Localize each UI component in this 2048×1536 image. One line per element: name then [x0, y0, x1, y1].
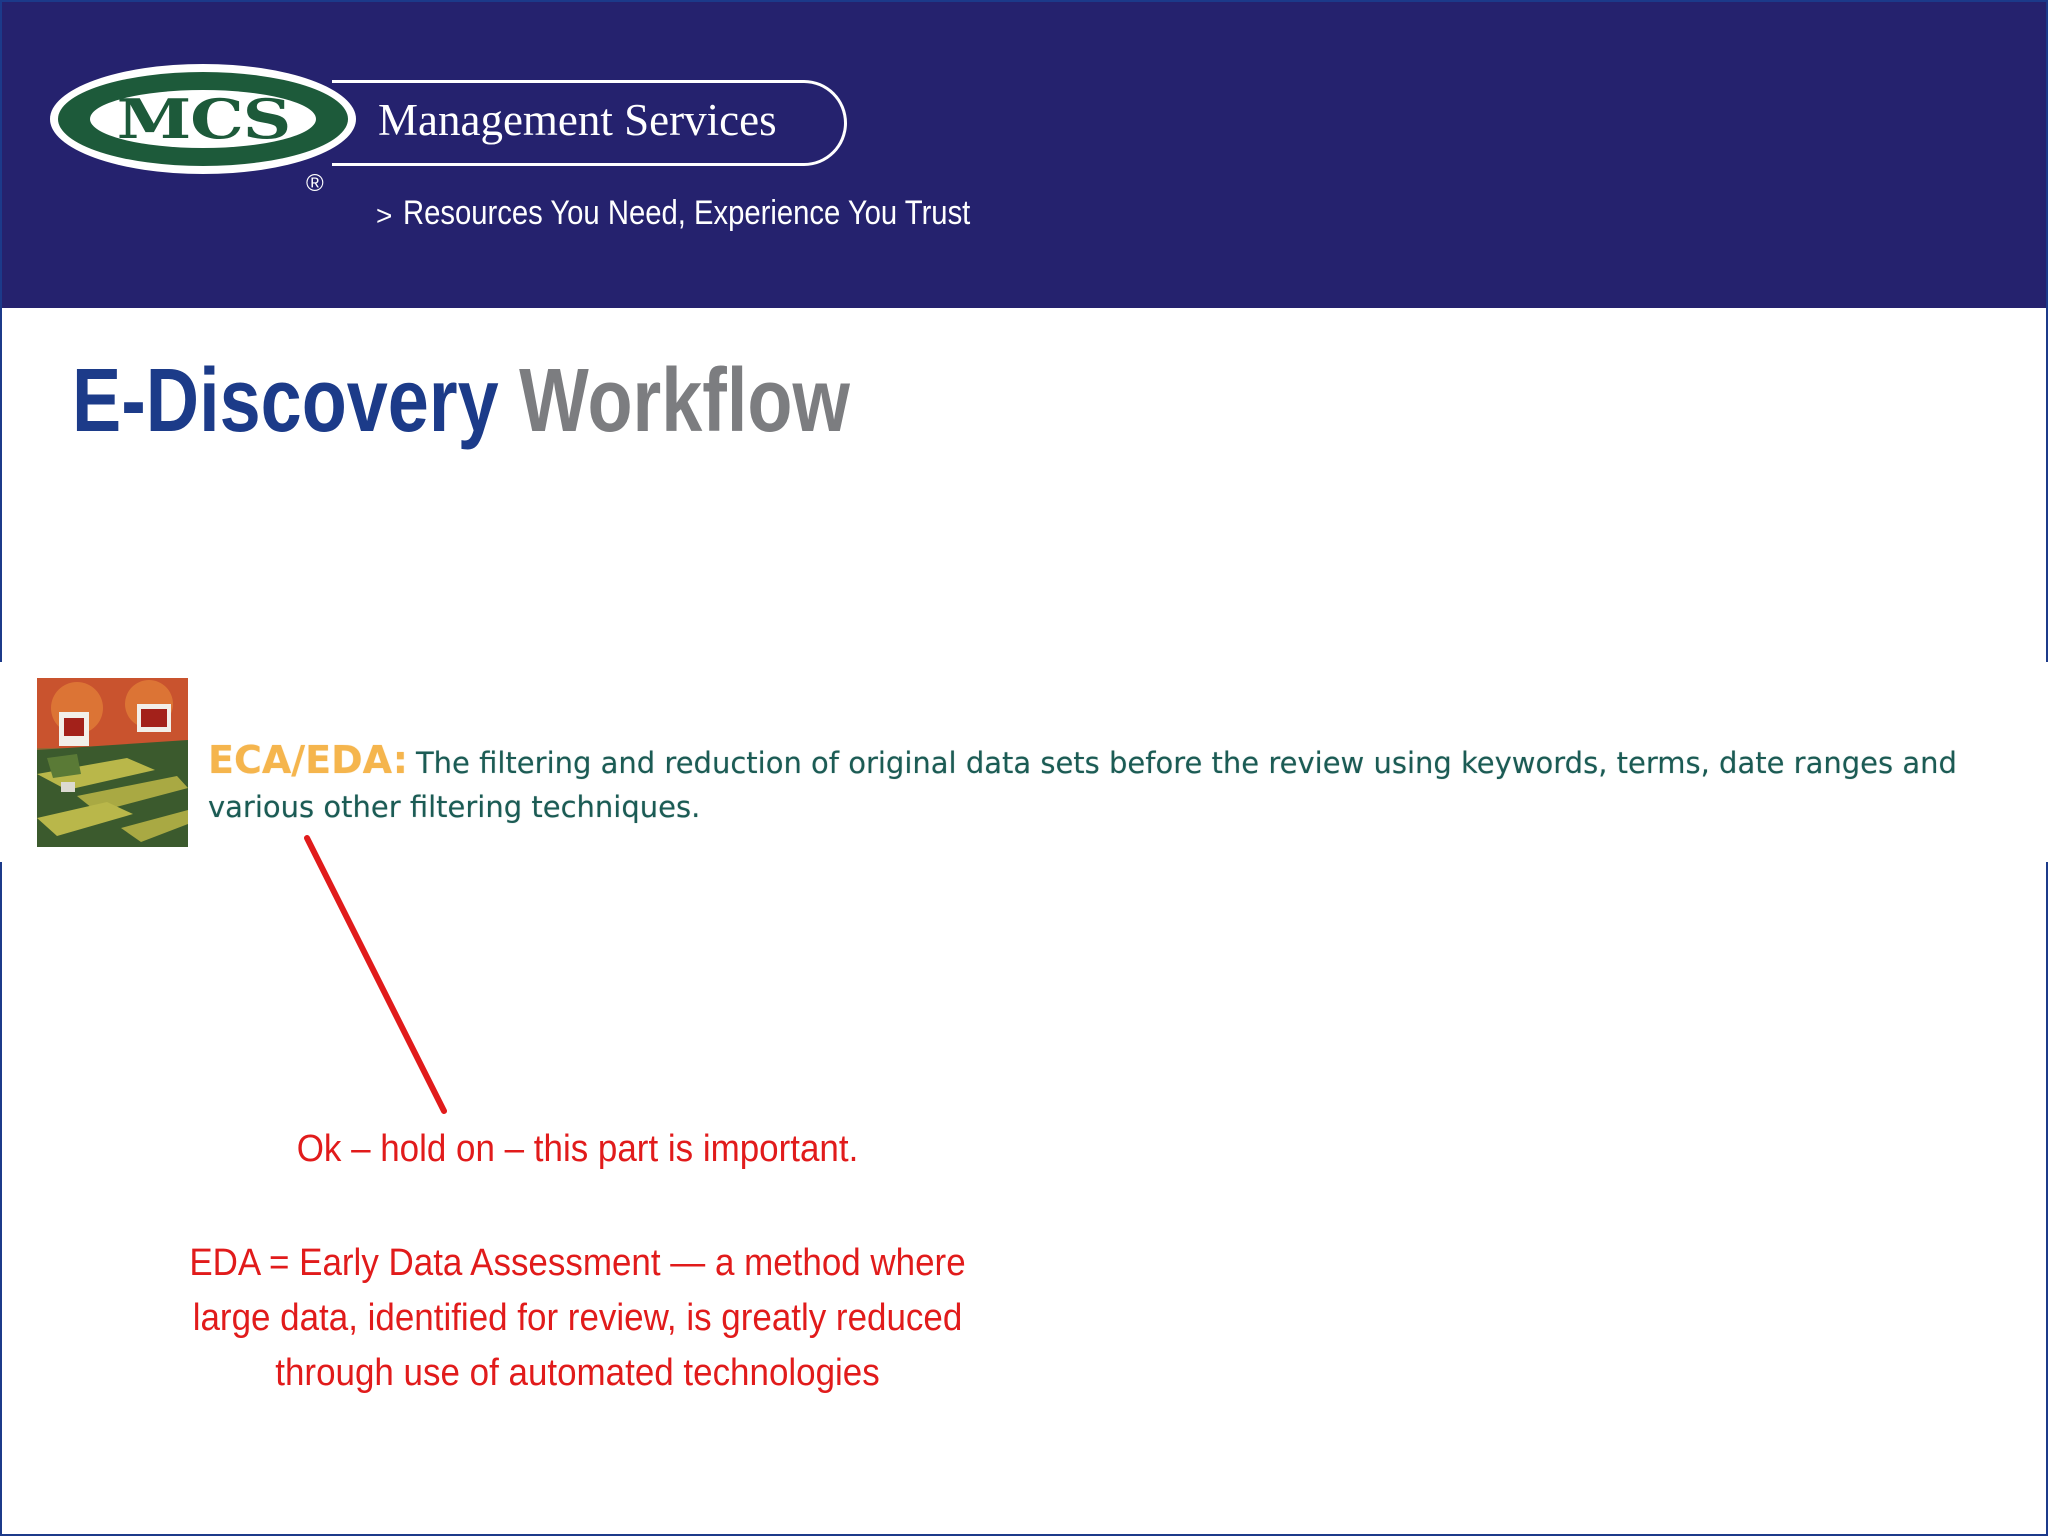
title-part-1: E-Discovery	[72, 351, 499, 451]
eda-description: The filtering and reduction of original data sets before the review using keywords, terms, date ranges and various other filtering techniques.	[208, 746, 1957, 824]
logo-mark: MCS	[116, 87, 290, 151]
logo-name: Management Services	[378, 95, 777, 145]
tagline: Resources You Need, Experience You Trust	[403, 194, 971, 232]
title-part-2: Workflow	[519, 351, 850, 451]
chevron-right-icon: >	[376, 200, 393, 231]
eda-label: ECA/EDA:	[208, 738, 408, 782]
annotation-line-2: EDA = Early Data Assessment — a method where large data, identified for review, is greatly reduced through use of automated technologies	[189, 1242, 966, 1394]
annotation-line-1: Ok – hold on – this part is important.	[296, 1128, 859, 1170]
registered-mark: ®	[306, 170, 324, 197]
